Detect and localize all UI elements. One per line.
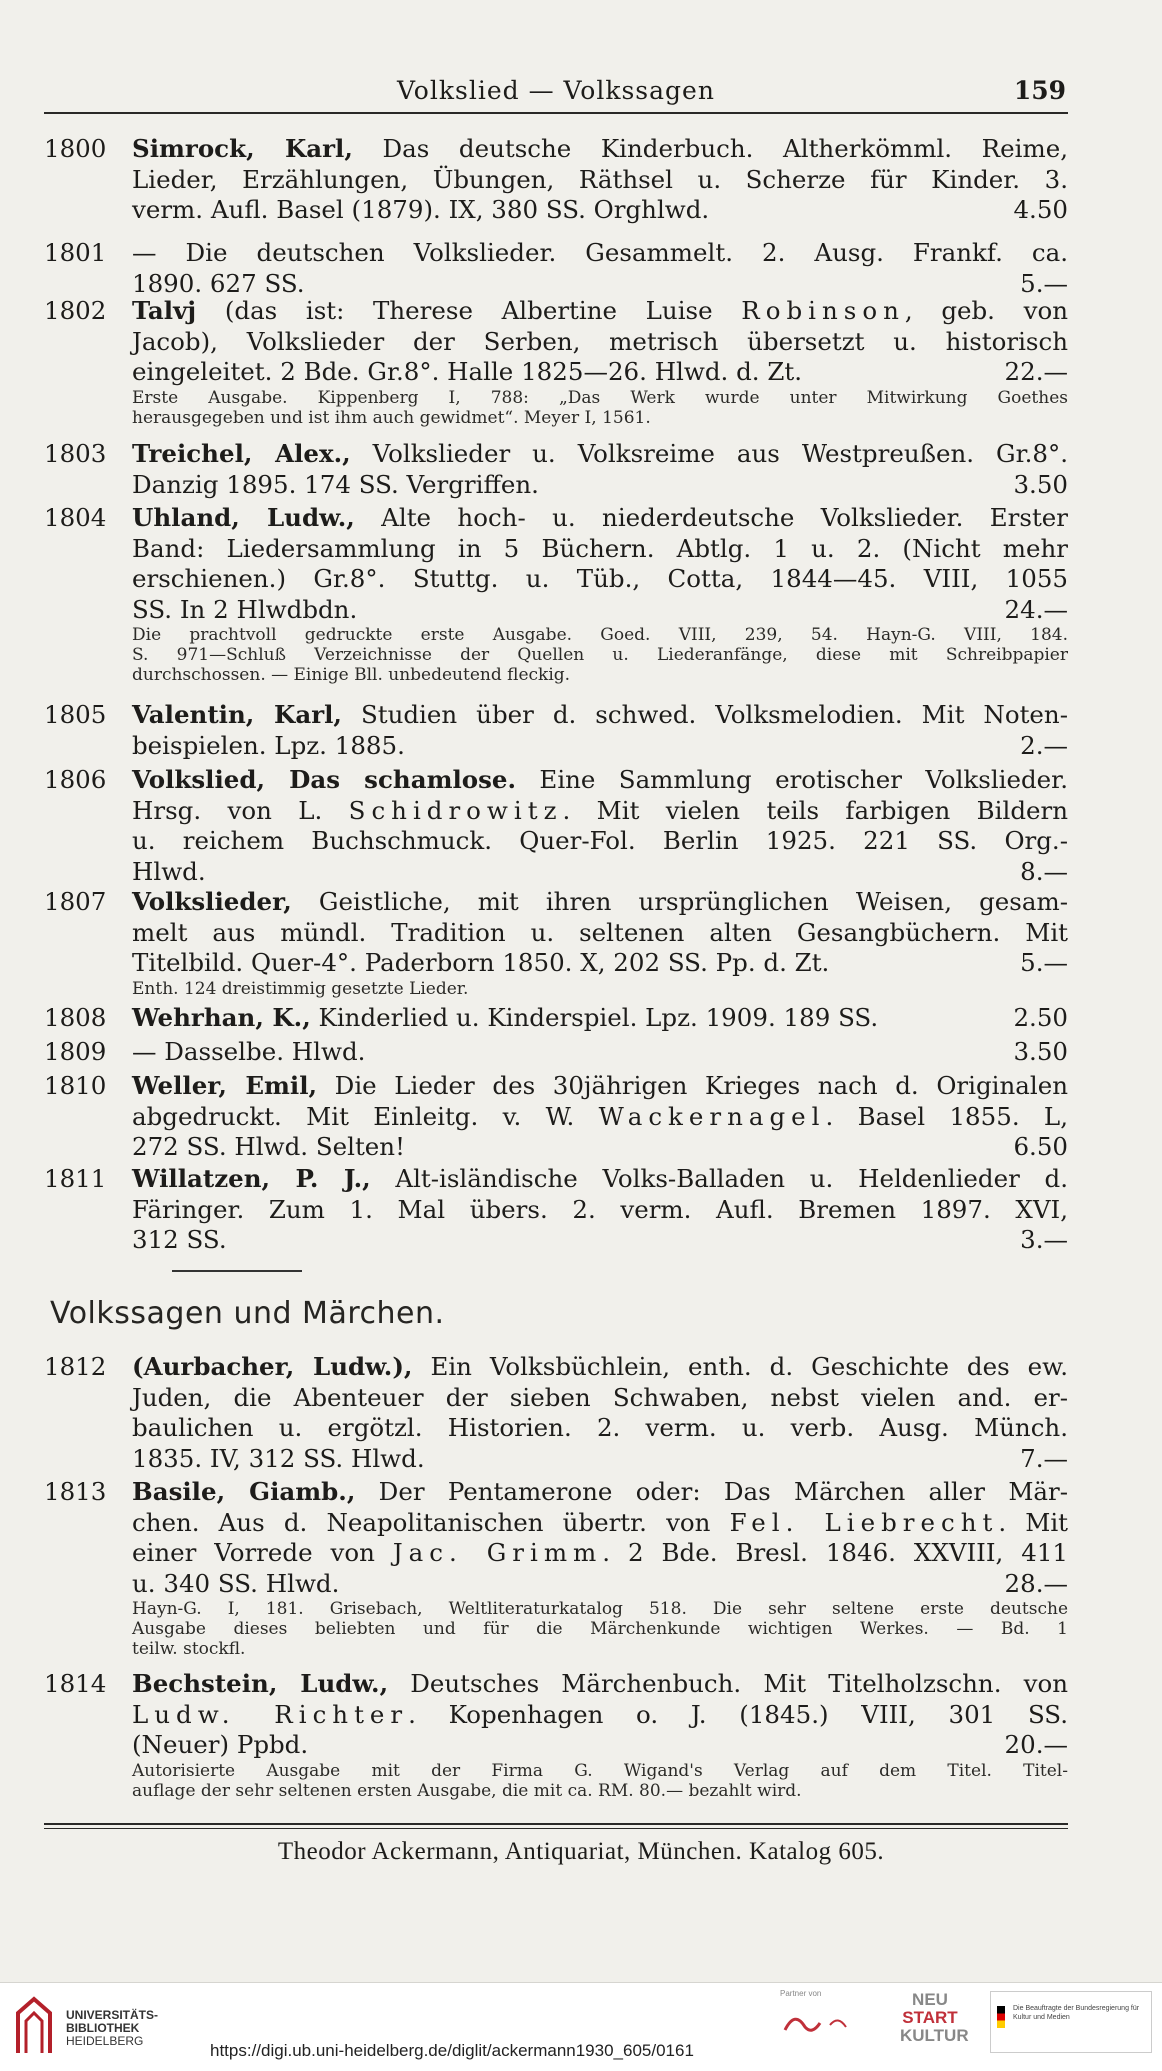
page-number: 159: [1013, 76, 1066, 105]
entry-line: 272 SS. Hlwd. Selten! 6.50: [132, 1132, 1068, 1161]
entry-line: Danzig 1895. 174 SS. Vergriffen. 3.50: [132, 469, 1068, 499]
entry-line: Titelbild. Quer-4°. Paderborn 1850. X, 202 SS. Pp. d. Zt. 5.—: [132, 948, 1068, 977]
running-title: Volkslied — Volkssagen: [397, 76, 715, 105]
entry-note: Autorisierte Ausgabe mit der Firma G. Wigand's Verlag auf dem Titel. Titel-: [132, 1760, 1068, 1781]
catalog-entry: [44, 765, 1068, 887]
entry-price: 7.—: [1020, 1443, 1068, 1473]
entry-line: beispielen. Lpz. 1885. 2.—: [132, 730, 1068, 760]
entry-number: 1810: [44, 1071, 107, 1100]
entry-number: 1802: [44, 296, 107, 325]
partner-label: Partner von: [780, 1989, 822, 1998]
entry-line: Simrock, Karl, Das deutsche Kinderbuch. Altherkömml. Reime,: [132, 134, 1068, 163]
entry-line: chen. Aus d. Neapolitanischen übertr. von Fel. Liebrecht. Mit: [132, 1507, 1069, 1537]
entry-line: 1835. IV, 312 SS. Hlwd. 7.—: [132, 1443, 1068, 1473]
entry-note: S. 971—Schluß Verzeichnisse der Quellen u. Liederanfänge, diese mit Schreibpapier: [132, 645, 1068, 665]
entry-price: 3.50: [1013, 469, 1068, 499]
catalog-entry: [44, 134, 1068, 226]
entry-number: 1809: [44, 1037, 107, 1066]
entry-number: 1804: [44, 503, 107, 532]
entry-number: 1807: [44, 887, 107, 916]
entry-author: Weller, Emil,: [132, 1071, 318, 1100]
entry-number: 1803: [44, 439, 107, 468]
entry-author: Wehrhan, K.,: [132, 1003, 311, 1032]
entry-line: SS. In 2 Hlwdbdn. 24.—: [132, 594, 1068, 624]
university-logo-icon[interactable]: [12, 1995, 56, 2057]
entry-price: 2.—: [1020, 730, 1068, 760]
entry-note: Hayn-G. I, 181. Grisebach, Weltliteraturkatalog 518. Die sehr seltene erste deutsche: [132, 1599, 1068, 1619]
section-heading: Volkssagen und Märchen.: [50, 1296, 445, 1331]
entry-line: erschienen.) Gr.8°. Stuttg. u. Tüb., Cotta, 1844—45. VIII, 1055: [132, 564, 1068, 593]
entry-price: 3.50: [1013, 1037, 1068, 1066]
catalog-entry: [44, 439, 1068, 500]
partner-logo-icon: [780, 2005, 870, 2045]
footer-rule-thin: [44, 1828, 1068, 1829]
entry-line: melt aus mündl. Tradition u. seltenen alten Gesangbüchern. Mit: [132, 917, 1068, 947]
entry-author: Bechstein, Ludw.,: [132, 1669, 389, 1698]
entry-number: 1812: [44, 1352, 107, 1381]
entry-line: Jacob), Volkslieder der Serben, metrisch übersetzt u. historisch: [132, 326, 1068, 356]
entry-line: Färinger. Zum 1. Mal übers. 2. verm. Aufl. Bremen 1897. XVI,: [132, 1194, 1068, 1224]
entry-line: Treichel, Alex., Volkslieder u. Volksreime aus Westpreußen. Gr.8°.: [132, 439, 1069, 468]
entry-author: Basile, Giamb.,: [132, 1477, 356, 1506]
catalog-entry: [44, 1352, 1068, 1474]
entry-author: Volkslieder,: [132, 887, 292, 916]
entry-author: Simrock, Karl,: [132, 134, 353, 163]
entry-price: 2.50: [1013, 1003, 1068, 1032]
entry-price: 5.—: [1020, 948, 1068, 977]
entry-author: Talvj: [132, 296, 197, 325]
entry-line: Hrsg. von L. Schidrowitz. Mit vielen teils farbigen Bildern: [132, 795, 1068, 825]
catalog-entry: [44, 1477, 1068, 1659]
entry-price: 24.—: [1004, 594, 1068, 624]
entry-note: teilw. stockfl.: [132, 1639, 246, 1659]
entry-price: 3.—: [1020, 1225, 1068, 1254]
entry-number: 1808: [44, 1003, 107, 1032]
entry-line: baulichen u. ergötzl. Historien. 2. verm. u. verb. Ausg. Münch.: [132, 1413, 1068, 1442]
entry-line: 1890. 627 SS. 5.—: [132, 268, 1068, 298]
entry-number: 1811: [44, 1164, 107, 1193]
catalog-entry: [44, 1071, 1068, 1163]
page-header: [44, 74, 1068, 114]
catalog-footer: Theodor Ackermann, Antiquariat, München. Katalog 605.: [277, 1838, 885, 1865]
entry-line: verm. Aufl. Basel (1879). IX, 380 SS. Orghlwd. 4.50: [132, 195, 1068, 224]
entry-line: Talvj (das ist: Therese Albertine Luise Robinson, geb. von: [132, 296, 1068, 325]
entry-price: 28.—: [1004, 1568, 1068, 1598]
entry-price: 4.50: [1013, 195, 1068, 224]
entry-author: Treichel, Alex.,: [132, 439, 351, 468]
entry-note: Erste Ausgabe. Kippenberg I, 788: „Das Werk wurde unter Mitwirkung Goethes: [132, 387, 1068, 408]
entry-author: Volkslied, Das schamlose.: [132, 765, 517, 794]
entry-line: Basile, Giamb., Der Pentamerone oder: Das Märchen aller Mär-: [132, 1477, 1069, 1506]
entry-note: auflage der sehr seltenen ersten Ausgabe, die mit ca. RM. 80.— bezahlt wird.: [132, 1780, 802, 1801]
catalog-entry: [44, 1037, 1068, 1068]
catalog-entry: [44, 1669, 1068, 1801]
entry-line: 312 SS. 3.—: [132, 1225, 1068, 1254]
entry-line: (Aurbacher, Ludw.), Ein Volksbüchlein, enth. d. Geschichte des ew.: [132, 1352, 1068, 1381]
entry-note: Ausgabe dieses beliebten und für die Märchenkunde wichtigen Werkes. — Bd. 1: [132, 1619, 1068, 1639]
catalog-entry: [44, 1003, 1068, 1034]
entry-line: einer Vorrede von Jac. Grimm. 2 Bde. Bresl. 1846. XXVIII, 411: [132, 1538, 1069, 1567]
entry-note: herausgegeben und ist ihm auch gewidmet“. Meyer I, 1561.: [132, 407, 651, 428]
entry-number: 1806: [44, 765, 107, 794]
entry-price: 20.—: [1004, 1730, 1068, 1759]
section-divider: [172, 1270, 302, 1272]
entry-line: Weller, Emil, Die Lieder des 30jährigen Krieges nach d. Originalen: [132, 1071, 1068, 1100]
entry-price: 22.—: [1004, 357, 1068, 386]
entry-price: 5.—: [1020, 268, 1068, 298]
entry-line: Bechstein, Ludw., Deutsches Märchenbuch. Mit Titelholzschn. von: [132, 1669, 1068, 1698]
federal-eagle-icon: [997, 2006, 1005, 2028]
entry-line: Uhland, Ludw., Alte hoch- u. niederdeutsche Volkslieder. Erster: [132, 503, 1069, 532]
catalog-entry: [44, 238, 1068, 299]
entry-line: Volkslied, Das schamlose. Eine Sammlung erotischer Volkslieder.: [132, 765, 1068, 794]
entry-note: durchschossen. — Einige Bll. unbedeutend fleckig.: [132, 665, 571, 685]
entry-author: (Aurbacher, Ludw.),: [132, 1352, 413, 1381]
entry-line: Willatzen, P. J., Alt-isländische Volks-Balladen u. Heldenlieder d.: [132, 1164, 1069, 1193]
entry-number: 1814: [44, 1669, 107, 1698]
entry-number: 1800: [44, 134, 107, 163]
page-url-link[interactable]: https://digi.ub.uni-heidelberg.de/diglit/ackermann1930_605/0161: [210, 2041, 694, 2060]
entry-line: Band: Liedersammlung in 5 Büchern. Abtlg. 1 u. 2. (Nicht mehr: [132, 533, 1068, 563]
entry-number: 1801: [44, 238, 107, 267]
entry-number: 1813: [44, 1477, 107, 1506]
entry-price: 6.50: [1013, 1132, 1068, 1161]
entry-line: Hlwd. 8.—: [132, 856, 1068, 886]
catalog-entry: [44, 1164, 1068, 1256]
entry-note: Enth. 124 dreistimmig gesetzte Lieder.: [132, 978, 469, 999]
entry-price: 8.—: [1020, 856, 1068, 886]
entry-line: Wehrhan, K., Kinderlied u. Kinderspiel. Lpz. 1909. 189 SS. 2.50: [132, 1003, 1068, 1032]
entry-line: Juden, die Abenteuer der sieben Schwaben, nebst vielen and. er-: [132, 1382, 1068, 1412]
entry-author: Valentin, Karl,: [132, 700, 342, 729]
entry-line: — Dasselbe. Hlwd. 3.50: [132, 1037, 1068, 1066]
footer-rule: [44, 1823, 1068, 1825]
entry-line: u. 340 SS. Hlwd. 28.—: [132, 1568, 1068, 1598]
entry-note: Die prachtvoll gedruckte erste Ausgabe. Goed. VIII, 239, 54. Hayn-G. VIII, 184.: [132, 625, 1068, 645]
entry-author: Uhland, Ludw.,: [132, 503, 355, 532]
entry-line: Volkslieder, Geistliche, mit ihren ursprünglichen Weisen, gesam-: [132, 887, 1068, 916]
entry-line: Lieder, Erzählungen, Übungen, Räthsel u. Scherze für Kinder. 3.: [132, 164, 1068, 194]
catalog-entry: [44, 700, 1068, 761]
bkm-logo: Die Beauftragte der Bundesregierung für Kultur und Medien: [990, 1991, 1152, 2053]
viewer-bottom-bar: [0, 1982, 1162, 2071]
entry-line: eingeleitet. 2 Bde. Gr.8°. Halle 1825—26. Hlwd. d. Zt. 22.—: [132, 357, 1068, 386]
catalog-entry: [44, 887, 1068, 999]
entry-line: (Neuer) Ppbd. 20.—: [132, 1730, 1068, 1759]
entry-line: Valentin, Karl, Studien über d. schwed. Volksmelodien. Mit Noten-: [132, 700, 1068, 729]
entry-line: abgedruckt. Mit Einleitg. v. W. Wackernagel. Basel 1855. L,: [132, 1101, 1068, 1131]
entry-line: — Die deutschen Volkslieder. Gesammelt. 2. Ausg. Frankf. ca.: [132, 238, 1068, 267]
entry-author: Willatzen, P. J.,: [132, 1164, 371, 1193]
entry-line: Ludw. Richter. Kopenhagen o. J. (1845.) VIII, 301 SS.: [132, 1699, 1068, 1729]
catalog-entry: [44, 503, 1068, 685]
entry-number: 1805: [44, 700, 107, 729]
neustart-kultur-logo: NEU START KULTUR: [900, 1990, 969, 2045]
catalog-entry: [44, 296, 1068, 428]
entry-line: u. reichem Buchschmuck. Quer-Fol. Berlin 1925. 221 SS. Org.-: [132, 826, 1068, 855]
institution-name: UNIVERSITÄTS- BIBLIOTHEK HEIDELBERG: [66, 2008, 159, 2048]
